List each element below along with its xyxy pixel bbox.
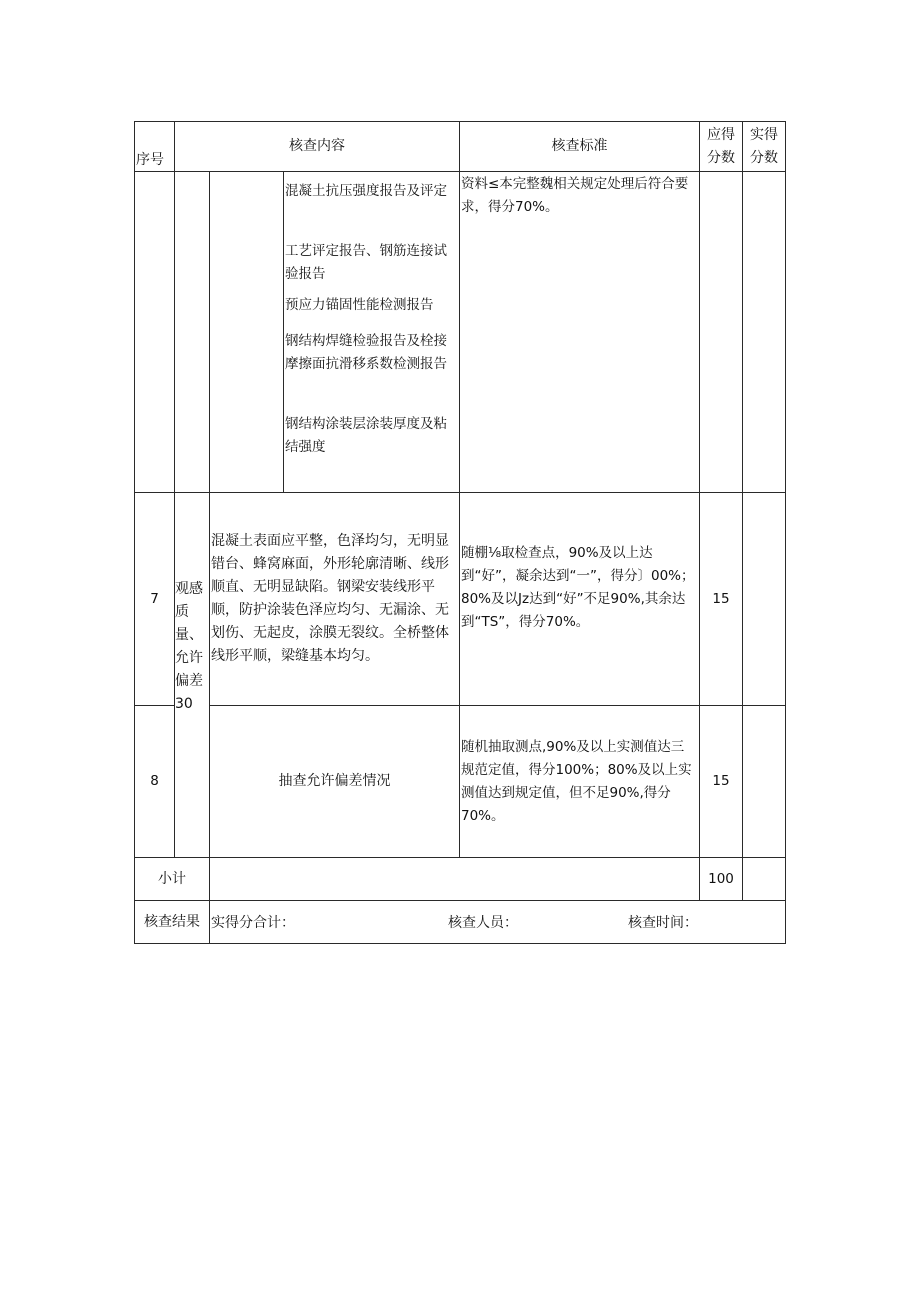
doc-item-2-text: 工艺评定报告、钢筋连接试验报告 [285,243,447,282]
doc-item-5 [285,413,457,459]
row8-seq-text: 8 [150,773,159,789]
row7-should [700,493,742,705]
header-should-score [700,124,742,170]
header-actual-line1: 实得 [750,127,778,143]
rule-content-right [459,121,460,857]
doc-standard [461,173,697,219]
header-content [175,122,459,171]
group-label-line6: 30 [175,696,193,712]
rule-docs-left [283,171,284,492]
group-label-line2: 质 [175,604,189,620]
row8-should [700,706,742,857]
header-seq-text: 序号 [136,152,164,168]
doc-item-3-text: 预应力锚固性能检测报告 [285,297,434,313]
result-inspector [448,912,598,935]
group-label-line4: 允许 [175,650,203,666]
rule-subtotal-top [134,857,786,858]
subtotal-label-text: 小计 [158,870,186,887]
header-seq [136,149,174,172]
row8-content [210,706,459,857]
row7-content [211,493,457,705]
row7-seq-text: 7 [150,590,159,607]
row8-standard-text: 随机抽取测点,90%及以上实测值达三规范定值，得分100%；80%及以上实测值达到规定值，但不足90%,得分70%。 [461,739,692,824]
row8-should-text: 15 [712,773,730,789]
rule-seq-right [174,121,175,857]
group-label-line1: 观感 [175,581,203,597]
header-should-line1: 应得 [707,127,735,143]
header-standard-text: 核查标准 [551,138,608,154]
result-total-text: 实得分合计： [211,915,295,931]
doc-item-2 [285,240,457,286]
rule-bottom [134,943,786,944]
row8-content-text: 抽查允许偏差情况 [278,773,391,789]
row7-seq [135,493,174,705]
result-label [135,901,209,943]
header-content-text: 核查内容 [289,138,345,154]
result-label-text: 核查结果 [144,913,200,930]
header-actual-score [743,124,785,170]
result-inspector-text: 核查人员： [448,915,518,931]
row7-standard [461,542,697,634]
subtotal-label [135,858,209,900]
doc-item-1-text: 混凝土抗压强度报告及评定 [285,183,447,199]
group-label [175,578,209,716]
rule-result-top [134,900,786,901]
doc-item-4 [285,330,457,376]
rule-right [785,121,786,944]
rule-header-bottom [134,171,786,172]
doc-standard-text: 资料≤本完整魏相关规定处理后符合要求，得分70%。 [461,176,689,215]
doc-item-3 [285,294,457,317]
row7-standard-b: 80%及以Jz达到“好”不足90%,其余达到“TS”，得分70%。 [461,591,686,630]
subtotal-should-text: 100 [708,870,734,887]
doc-item-1 [285,180,457,203]
doc-item-4-text: 钢结构焊缝检验报告及栓接摩擦面抗滑移系数检测报告 [285,333,447,372]
group-label-line5: 偏差 [175,673,203,689]
rule-should-right [742,121,743,900]
doc-item-5-text: 钢结构涂装层涂装厚度及粘结强度 [285,416,447,455]
header-standard [460,122,699,171]
header-should-line2: 分数 [707,150,735,166]
row8-standard [461,736,697,828]
subtotal-should [700,858,742,900]
row7-standard-a: 随棚⅛取检查点，90%及以上达到“好”，凝余达到“一”，得分〕00%； [461,545,695,584]
row7-content-text: 混凝土表面应平整，色泽均匀，无明显错台、蜂窝麻面，外形轮廓清晰、线形顺直、无明显缺陷。钢梁安装线形平顺，防护涂装色泽应均匀、无漏涂、无划伤、无起皮，涂膜无裂纹。全桥整体线形平顺，梁缝基本均匀。 [211,533,449,664]
row8-seq [135,706,174,857]
result-time-text: 核查时间： [628,915,698,931]
row7-should-text: 15 [712,590,730,607]
result-total [211,912,411,935]
group-label-line3: 量、 [175,627,203,643]
result-time [628,912,778,935]
header-actual-line2: 分数 [750,150,778,166]
